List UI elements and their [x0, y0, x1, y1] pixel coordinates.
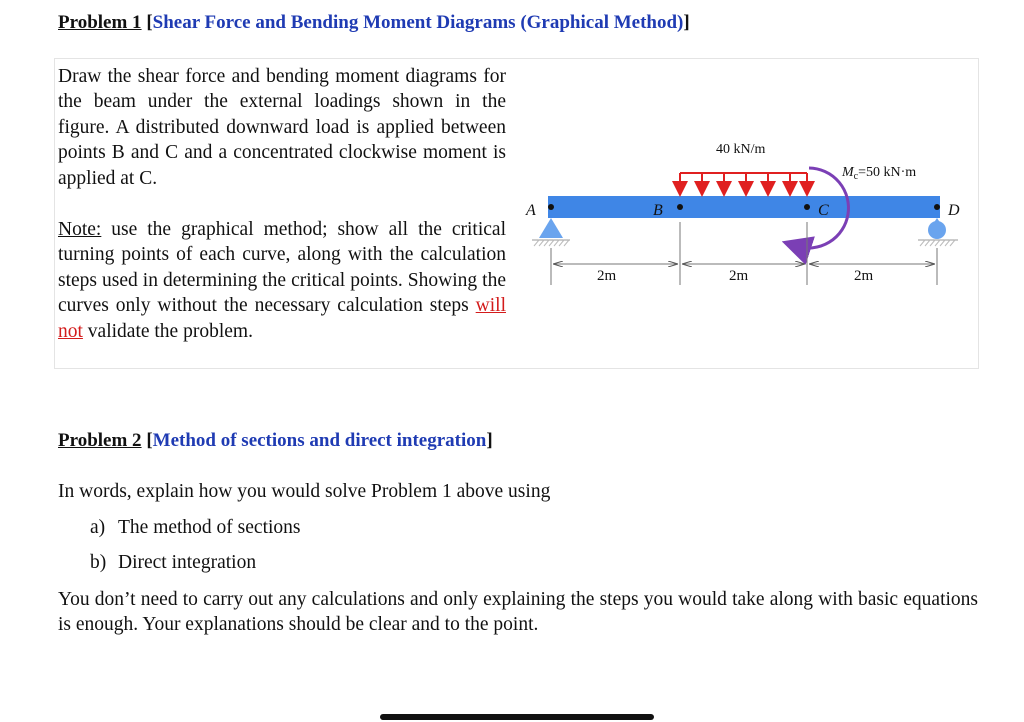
home-indicator[interactable] [380, 714, 654, 720]
problem2-bracket-close: ] [486, 430, 493, 451]
problem2-closing: You don’t need to carry out any calculations and only explaining the steps you would take along with basic equations is enough. Your explanations should be clear and to the point. [58, 589, 978, 636]
problem1-note [58, 217, 506, 344]
problem1-bracket-close: ] [683, 12, 690, 33]
point-a-dot [548, 204, 554, 210]
point-a-label: A [526, 202, 536, 219]
point-c-dot [804, 204, 810, 210]
point-d-label: D [948, 202, 960, 219]
dim-ab-label: 2m [597, 268, 617, 284]
distributed-load [680, 173, 807, 189]
problem1-paragraph: Draw the shear force and bending moment diagrams for the beam under the external loadings shown in the figure. A distributed downward load is applied between points B and C and a concentrated clockwise moment is applied at C. [58, 66, 506, 189]
list-item-text: Direct integration [118, 552, 257, 573]
problem2-number: Problem 2 [58, 430, 142, 451]
problem2-intro: In words, explain how you would solve Problem 1 above using [58, 481, 551, 502]
dim-cd-label: 2m [854, 268, 874, 284]
roller-support-d [918, 218, 958, 246]
moment-label: $M_c=50$ kN·m [842, 165, 917, 182]
note-text-part2: validate the problem. [82, 320, 253, 342]
point-d-dot [934, 204, 940, 210]
beam [548, 196, 940, 218]
problem1-bracket-open: [ [146, 12, 153, 33]
list-item-label: b) [90, 552, 107, 573]
list-item-text: The method of sections [118, 517, 301, 538]
problem2-bracket-open: [ [146, 430, 153, 451]
point-c-label: C [818, 202, 829, 219]
list-item [90, 515, 301, 540]
note-emphasis: will not [58, 295, 506, 342]
list-item-label: a) [90, 517, 106, 538]
problem1-heading [58, 12, 690, 34]
pin-support-a [532, 218, 570, 246]
problem2-heading [58, 430, 493, 452]
point-b-label: B [653, 202, 663, 219]
note-label: Note: [58, 219, 102, 240]
problem1-number: Problem 1 [58, 12, 142, 33]
point-b-dot [677, 204, 683, 210]
problem2-title: Method of sections and direct integration [152, 430, 487, 451]
beam-figure [508, 60, 978, 360]
list-item [90, 550, 256, 575]
problem1-title: Shear Force and Bending Moment Diagrams (Graphical Method) [152, 12, 684, 33]
note-text-part1: use the graphical method; show all the critical turning points of each curve, along with the calculation steps used in determining the critical points. Showing the curves only without the necessary calculation steps [58, 219, 506, 317]
load-label: 40 kN/m [716, 142, 766, 157]
dim-bc-label: 2m [729, 268, 749, 284]
